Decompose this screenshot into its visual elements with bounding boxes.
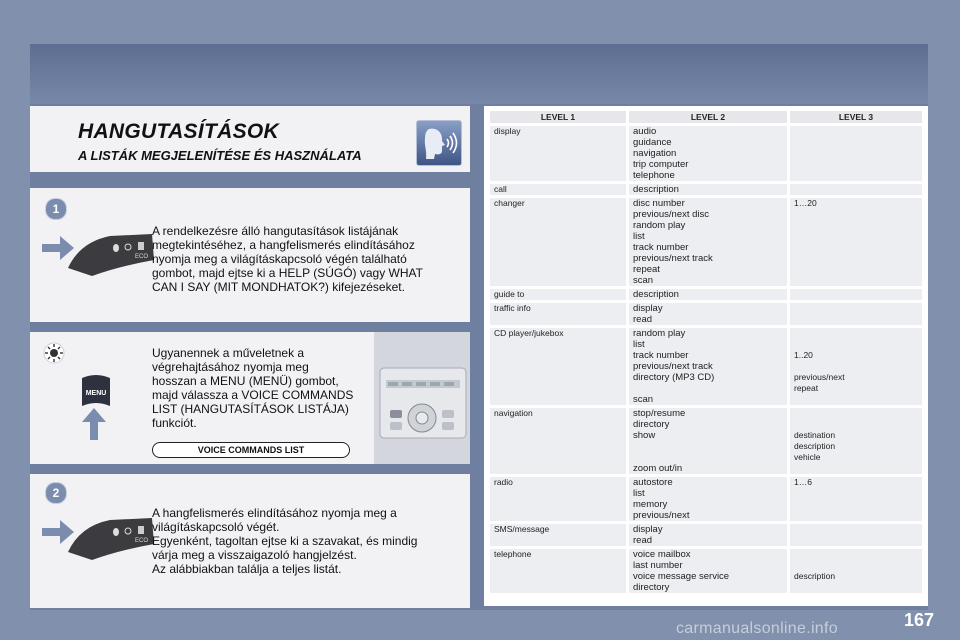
tip-icon xyxy=(43,342,65,364)
step-number-badge: 2 xyxy=(45,482,67,504)
menu-button-label: MENU xyxy=(85,390,107,397)
command-item: random play xyxy=(633,328,686,339)
command-item: display xyxy=(633,524,663,535)
command-item: voice mailbox xyxy=(633,549,691,560)
page-title: HANGUTASÍTÁSOK xyxy=(78,120,279,143)
command-item: disc number xyxy=(633,198,685,209)
watermark-text: carmanualsonline.info xyxy=(676,620,838,637)
level3-cell xyxy=(790,549,922,593)
command-item: 1..20 xyxy=(794,350,813,360)
command-item xyxy=(633,383,783,394)
text-line: végrehajtásához nyomja meg xyxy=(152,360,309,374)
text-line: nyomja meg a világításkapcsoló végén található xyxy=(152,252,407,266)
level2-cell xyxy=(629,524,787,546)
command-item: directory xyxy=(633,582,670,593)
level2-cell xyxy=(629,303,787,325)
page-subtitle: A LISTÁK MEGJELENÍTÉSE ÉS HASZNÁLATA xyxy=(78,148,362,163)
command-item xyxy=(794,549,918,560)
command-item xyxy=(794,408,918,419)
level2-cell xyxy=(629,328,787,405)
command-item: navigation xyxy=(633,148,677,159)
command-item: display xyxy=(633,303,663,314)
command-item xyxy=(633,441,783,452)
level1-cell: display xyxy=(490,126,626,181)
command-item: track number xyxy=(633,242,689,253)
table-row xyxy=(490,549,922,593)
text-line: Ugyanennek a műveletnek a xyxy=(152,346,305,360)
level2-cell xyxy=(629,198,787,286)
command-item: last number xyxy=(633,560,683,571)
table-row xyxy=(490,198,922,286)
text-line: CAN I SAY (MIT MONDHATOK?) kifejezéseket. xyxy=(152,280,405,294)
text-line: várja meg a visszaigazoló hangjelzést. xyxy=(152,548,357,562)
command-item: trip computer xyxy=(633,159,689,170)
command-item xyxy=(794,328,918,339)
column-header-level1: LEVEL 1 xyxy=(490,111,626,123)
voice-command-icon xyxy=(416,120,462,166)
table-row xyxy=(490,303,922,325)
level1-cell: CD player/jukebox xyxy=(490,328,626,405)
command-item: description xyxy=(633,184,679,195)
step1-panel xyxy=(30,188,470,322)
command-item: memory xyxy=(633,499,668,510)
voice-commands-table xyxy=(487,108,925,596)
level3-cell xyxy=(790,289,922,300)
text-line: világításkapcsoló végét. xyxy=(152,520,280,534)
command-item: previous/next xyxy=(794,372,845,382)
command-item: 1…6 xyxy=(794,477,812,487)
radio-panel-image xyxy=(374,332,470,464)
table-header-row xyxy=(490,111,922,123)
commands-table-panel xyxy=(484,106,928,606)
level2-cell xyxy=(629,126,787,181)
level2-cell xyxy=(629,549,787,593)
level1-cell: changer xyxy=(490,198,626,286)
command-item xyxy=(633,452,783,463)
step-number-badge: 1 xyxy=(45,198,67,220)
command-item xyxy=(794,361,918,372)
command-item: scan xyxy=(633,275,654,286)
header-band xyxy=(30,44,928,104)
command-item: random play xyxy=(633,220,686,231)
text-line: megtekintéséhez, a hangfelismerés elindításához xyxy=(152,238,415,252)
command-item: previous/next track xyxy=(633,361,713,372)
command-item: previous/next track xyxy=(633,253,713,264)
command-item: directory xyxy=(633,419,670,430)
command-item: track number xyxy=(633,350,689,361)
command-item: repeat xyxy=(633,264,660,275)
text-line: gombot, majd ejtse ki a HELP (SÚGÓ) vagy WHAT xyxy=(152,266,423,280)
level1-cell: navigation xyxy=(490,408,626,474)
command-item: vehicle xyxy=(794,452,821,462)
table-row xyxy=(490,184,922,195)
command-item: previous/next xyxy=(633,510,690,521)
level1-cell: radio xyxy=(490,477,626,521)
level1-cell: telephone xyxy=(490,549,626,593)
command-item xyxy=(794,339,918,350)
text-line: A rendelkezésre álló hangutasítások listájának xyxy=(152,224,399,238)
level3-cell xyxy=(790,328,922,405)
lighting-stalk-icon xyxy=(40,230,160,286)
text-line: Egyenként, tagoltan ejtse ki a szavakat, és mindig xyxy=(152,534,418,548)
command-item xyxy=(794,419,918,430)
level3-cell xyxy=(790,524,922,546)
level1-cell: traffic info xyxy=(490,303,626,325)
command-item: audio xyxy=(633,126,657,137)
svg-text:ECO: ECO xyxy=(135,254,149,260)
arrow-up-icon xyxy=(82,408,106,440)
command-item: telephone xyxy=(633,170,675,181)
step2-text xyxy=(152,506,417,576)
column-header-level2: LEVEL 2 xyxy=(629,111,787,123)
level3-cell xyxy=(790,477,922,521)
level1-cell: call xyxy=(490,184,626,195)
text-line: LIST (HANGUTASÍTÁSOK LISTÁJA) xyxy=(152,402,349,416)
level3-cell xyxy=(790,184,922,195)
command-item xyxy=(794,560,918,571)
command-item: voice message service xyxy=(633,571,730,582)
level2-cell xyxy=(629,184,787,195)
command-item: read xyxy=(633,535,653,546)
command-item: autostore xyxy=(633,477,673,488)
command-item: stop/resume xyxy=(633,408,686,419)
command-item: description xyxy=(794,571,836,581)
level3-cell xyxy=(790,126,922,181)
level3-cell xyxy=(790,408,922,474)
level3-cell xyxy=(790,303,922,325)
level1-cell: SMS/message xyxy=(490,524,626,546)
command-item: guidance xyxy=(633,137,672,148)
command-item: scan xyxy=(633,394,654,405)
command-item: zoom out/in xyxy=(633,463,683,474)
lighting-stalk-icon xyxy=(40,514,160,570)
step2-panel xyxy=(30,474,470,608)
text-line: funkciót. xyxy=(152,416,197,430)
command-item: list xyxy=(633,339,645,350)
table-row xyxy=(490,289,922,300)
text-line: majd válassza a VOICE COMMANDS xyxy=(152,388,354,402)
command-item: description xyxy=(794,441,836,451)
menu-step-text xyxy=(152,346,353,430)
level2-cell xyxy=(629,289,787,300)
command-item: repeat xyxy=(794,383,819,393)
command-item: list xyxy=(633,231,645,242)
command-item: destination xyxy=(794,430,836,440)
title-panel xyxy=(30,106,470,172)
command-item: 1…20 xyxy=(794,198,817,208)
level2-cell xyxy=(629,408,787,474)
level1-cell: guide to xyxy=(490,289,626,300)
step1-text xyxy=(152,224,423,294)
svg-text:ECO: ECO xyxy=(135,538,149,544)
command-item: description xyxy=(633,289,679,300)
command-item: directory (MP3 CD) xyxy=(633,372,715,383)
level2-cell xyxy=(629,477,787,521)
text-line: Az alábbiakban találja a teljes listát. xyxy=(152,562,342,576)
column-header-level3: LEVEL 3 xyxy=(790,111,922,123)
table-row xyxy=(490,126,922,181)
command-item: list xyxy=(633,488,645,499)
page-number: 167 xyxy=(904,610,935,630)
menu-step-panel xyxy=(30,332,470,464)
command-item: previous/next disc xyxy=(633,209,710,220)
table-row xyxy=(490,477,922,521)
text-line: A hangfelismerés elindításához nyomja meg a xyxy=(152,506,397,520)
table-row xyxy=(490,524,922,546)
text-line: hosszan a MENU (MENÜ) gombot, xyxy=(152,374,339,388)
voice-commands-list-button[interactable]: VOICE COMMANDS LIST xyxy=(152,442,350,458)
command-item: show xyxy=(633,430,656,441)
table-row xyxy=(490,408,922,474)
command-item: read xyxy=(633,314,653,325)
table-row xyxy=(490,328,922,405)
level3-cell xyxy=(790,198,922,286)
